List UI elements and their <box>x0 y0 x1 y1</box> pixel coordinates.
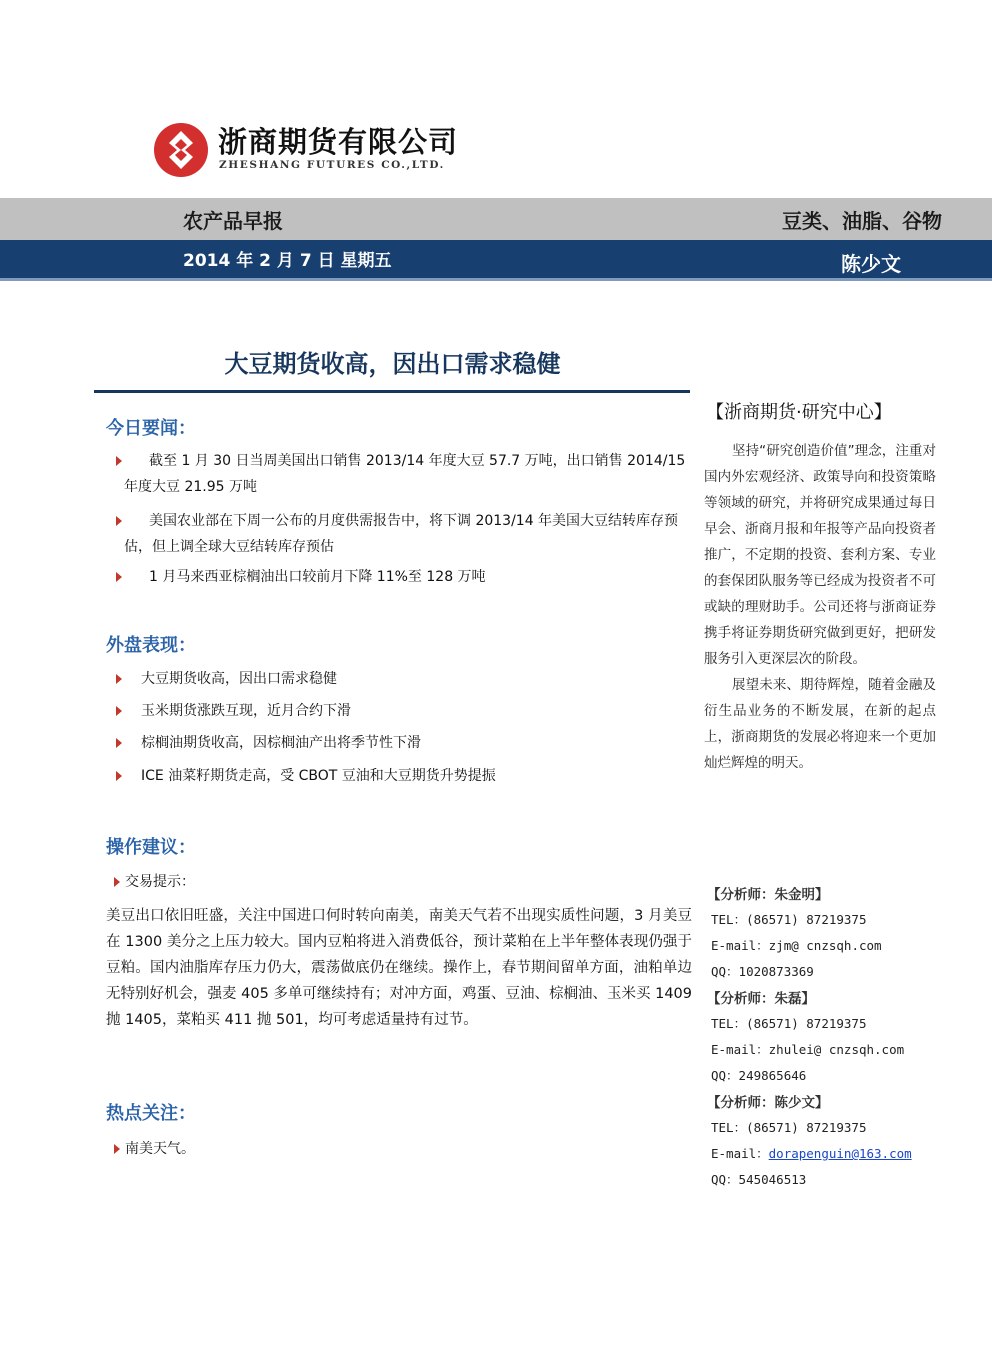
analyst-qq: QQ：545046513 <box>711 1172 807 1187</box>
research-center-intro <box>704 438 936 776</box>
bullet-triangle-icon <box>114 877 120 887</box>
operations-body: 美豆出口依旧旺盛，关注中国进口何时转向南美，南美天气若不出现实质性问题，3 月美豆在 1300 美分之上压力较大。国内豆粕将进入消费低谷，预计菜粕在上半年整体表现仍强于豆粕。国内油脂库存压力仍大，震荡做底仍在继续。操作上，春节期间留单方面，油粕单边无特别好机会，强麦 405 多单可继续持有；对冲方面，鸡蛋、豆油、棕榈油、玉米买 1409 抛 1405，菜粕买 411 抛 501，均可考虑适量持有过节。 <box>106 908 692 1028</box>
header-divider <box>0 278 992 281</box>
news-section-title: 今日要闻： <box>106 418 196 439</box>
overseas-item: 棕榈油期货收高，因棕榈油产出将季节性下滑 <box>116 730 692 756</box>
analyst-qq: QQ：249865646 <box>711 1068 807 1083</box>
analyst-tel: TEL：(86571) 87219375 <box>711 912 867 927</box>
overseas-item: ICE 油菜籽期货走高，受 CBOT 豆油和大豆期货升势提振 <box>116 763 692 789</box>
intro-paragraph: 展望未来、期待辉煌，随着金融及衍生品业务的不断发展，在新的起点上，浙商期货的发展必将迎来一个更加灿烂辉煌的明天。 <box>704 677 936 771</box>
analyst-tel: TEL：(86571) 87219375 <box>711 1120 867 1135</box>
intro-paragraph: 坚持“研究创造价值”理念，注重对国内外宏观经济、政策导向和投资策略等领域的研究，并将研究成果通过每日早会、浙商月报和年报等产品向投资者推广，不定期的投资、套利方案、专业的套保团队服务等已经成为投资者不可或缺的理财助手。公司还将与浙商证券携手将证券期货研究做到更好，把研发服务引入更深层次的阶段。 <box>704 443 936 667</box>
news-item: 美国农业部在下周一公布的月度供需报告中，将下调 2013/14 年美国大豆结转库存预估，但上调全球大豆结转库存预估 <box>116 508 692 560</box>
news-item: 截至 1 月 30 日当周美国出口销售 2013/14 年度大豆 57.7 万吨，出口销售 2014/15 年度大豆 21.95 万吨 <box>116 448 692 500</box>
bullet-triangle-icon <box>116 771 122 781</box>
hotspot-section-title: 热点关注： <box>106 1103 196 1124</box>
bullet-triangle-icon <box>116 516 122 526</box>
analyst-name: 【分析师：朱金明】 <box>707 887 829 903</box>
analyst-name: 【分析师：陈少文】 <box>707 1095 829 1111</box>
trade-tip-label: 交易提示： <box>114 869 195 895</box>
headline: 大豆期货收高，因出口需求稳健 <box>224 350 561 378</box>
bullet-triangle-icon <box>114 1144 120 1154</box>
report-type: 农产品早报 <box>183 209 283 233</box>
analyst-email: E-mail：zjm@ cnzsqh.com <box>711 938 882 953</box>
analyst-name: 【分析师：朱磊】 <box>707 991 815 1007</box>
overseas-item: 大豆期货收高，因出口需求稳健 <box>116 666 692 692</box>
report-author: 陈少文 <box>841 252 901 276</box>
bullet-triangle-icon <box>116 674 122 684</box>
analyst-tel: TEL：(86571) 87219375 <box>711 1016 867 1031</box>
analyst-qq: QQ：1020873369 <box>711 964 814 979</box>
bullet-triangle-icon <box>116 572 122 582</box>
overseas-section-title: 外盘表现： <box>106 635 196 656</box>
bullet-triangle-icon <box>116 456 122 466</box>
company-logo-icon <box>153 122 209 178</box>
analyst-email-link[interactable]: dorapenguin@163.com <box>768 1146 912 1161</box>
report-date: 2014 年 2 月 7 日 星期五 <box>183 251 392 271</box>
hotspot-item: 南美天气。 <box>114 1136 195 1162</box>
headline-rule <box>94 390 690 393</box>
bullet-triangle-icon <box>116 706 122 716</box>
bullet-triangle-icon <box>116 738 122 748</box>
operations-section-title: 操作建议： <box>106 837 196 858</box>
research-center-title: 【浙商期货·研究中心】 <box>706 402 892 423</box>
analyst-email: E-mail：zhulei@ cnzsqh.com <box>711 1042 905 1057</box>
analyst-email: E-mail：dorapenguin@163.com <box>711 1146 912 1161</box>
overseas-item: 玉米期货涨跌互现，近月合约下滑 <box>116 698 692 724</box>
company-name-en: ZHESHANG FUTURES CO.,LTD. <box>219 159 445 171</box>
news-item: 1 月马来西亚棕榈油出口较前月下降 11%至 128 万吨 <box>116 564 692 590</box>
report-categories: 豆类、油脂、谷物 <box>782 209 942 233</box>
company-name-cn: 浙商期货有限公司 <box>218 125 459 159</box>
